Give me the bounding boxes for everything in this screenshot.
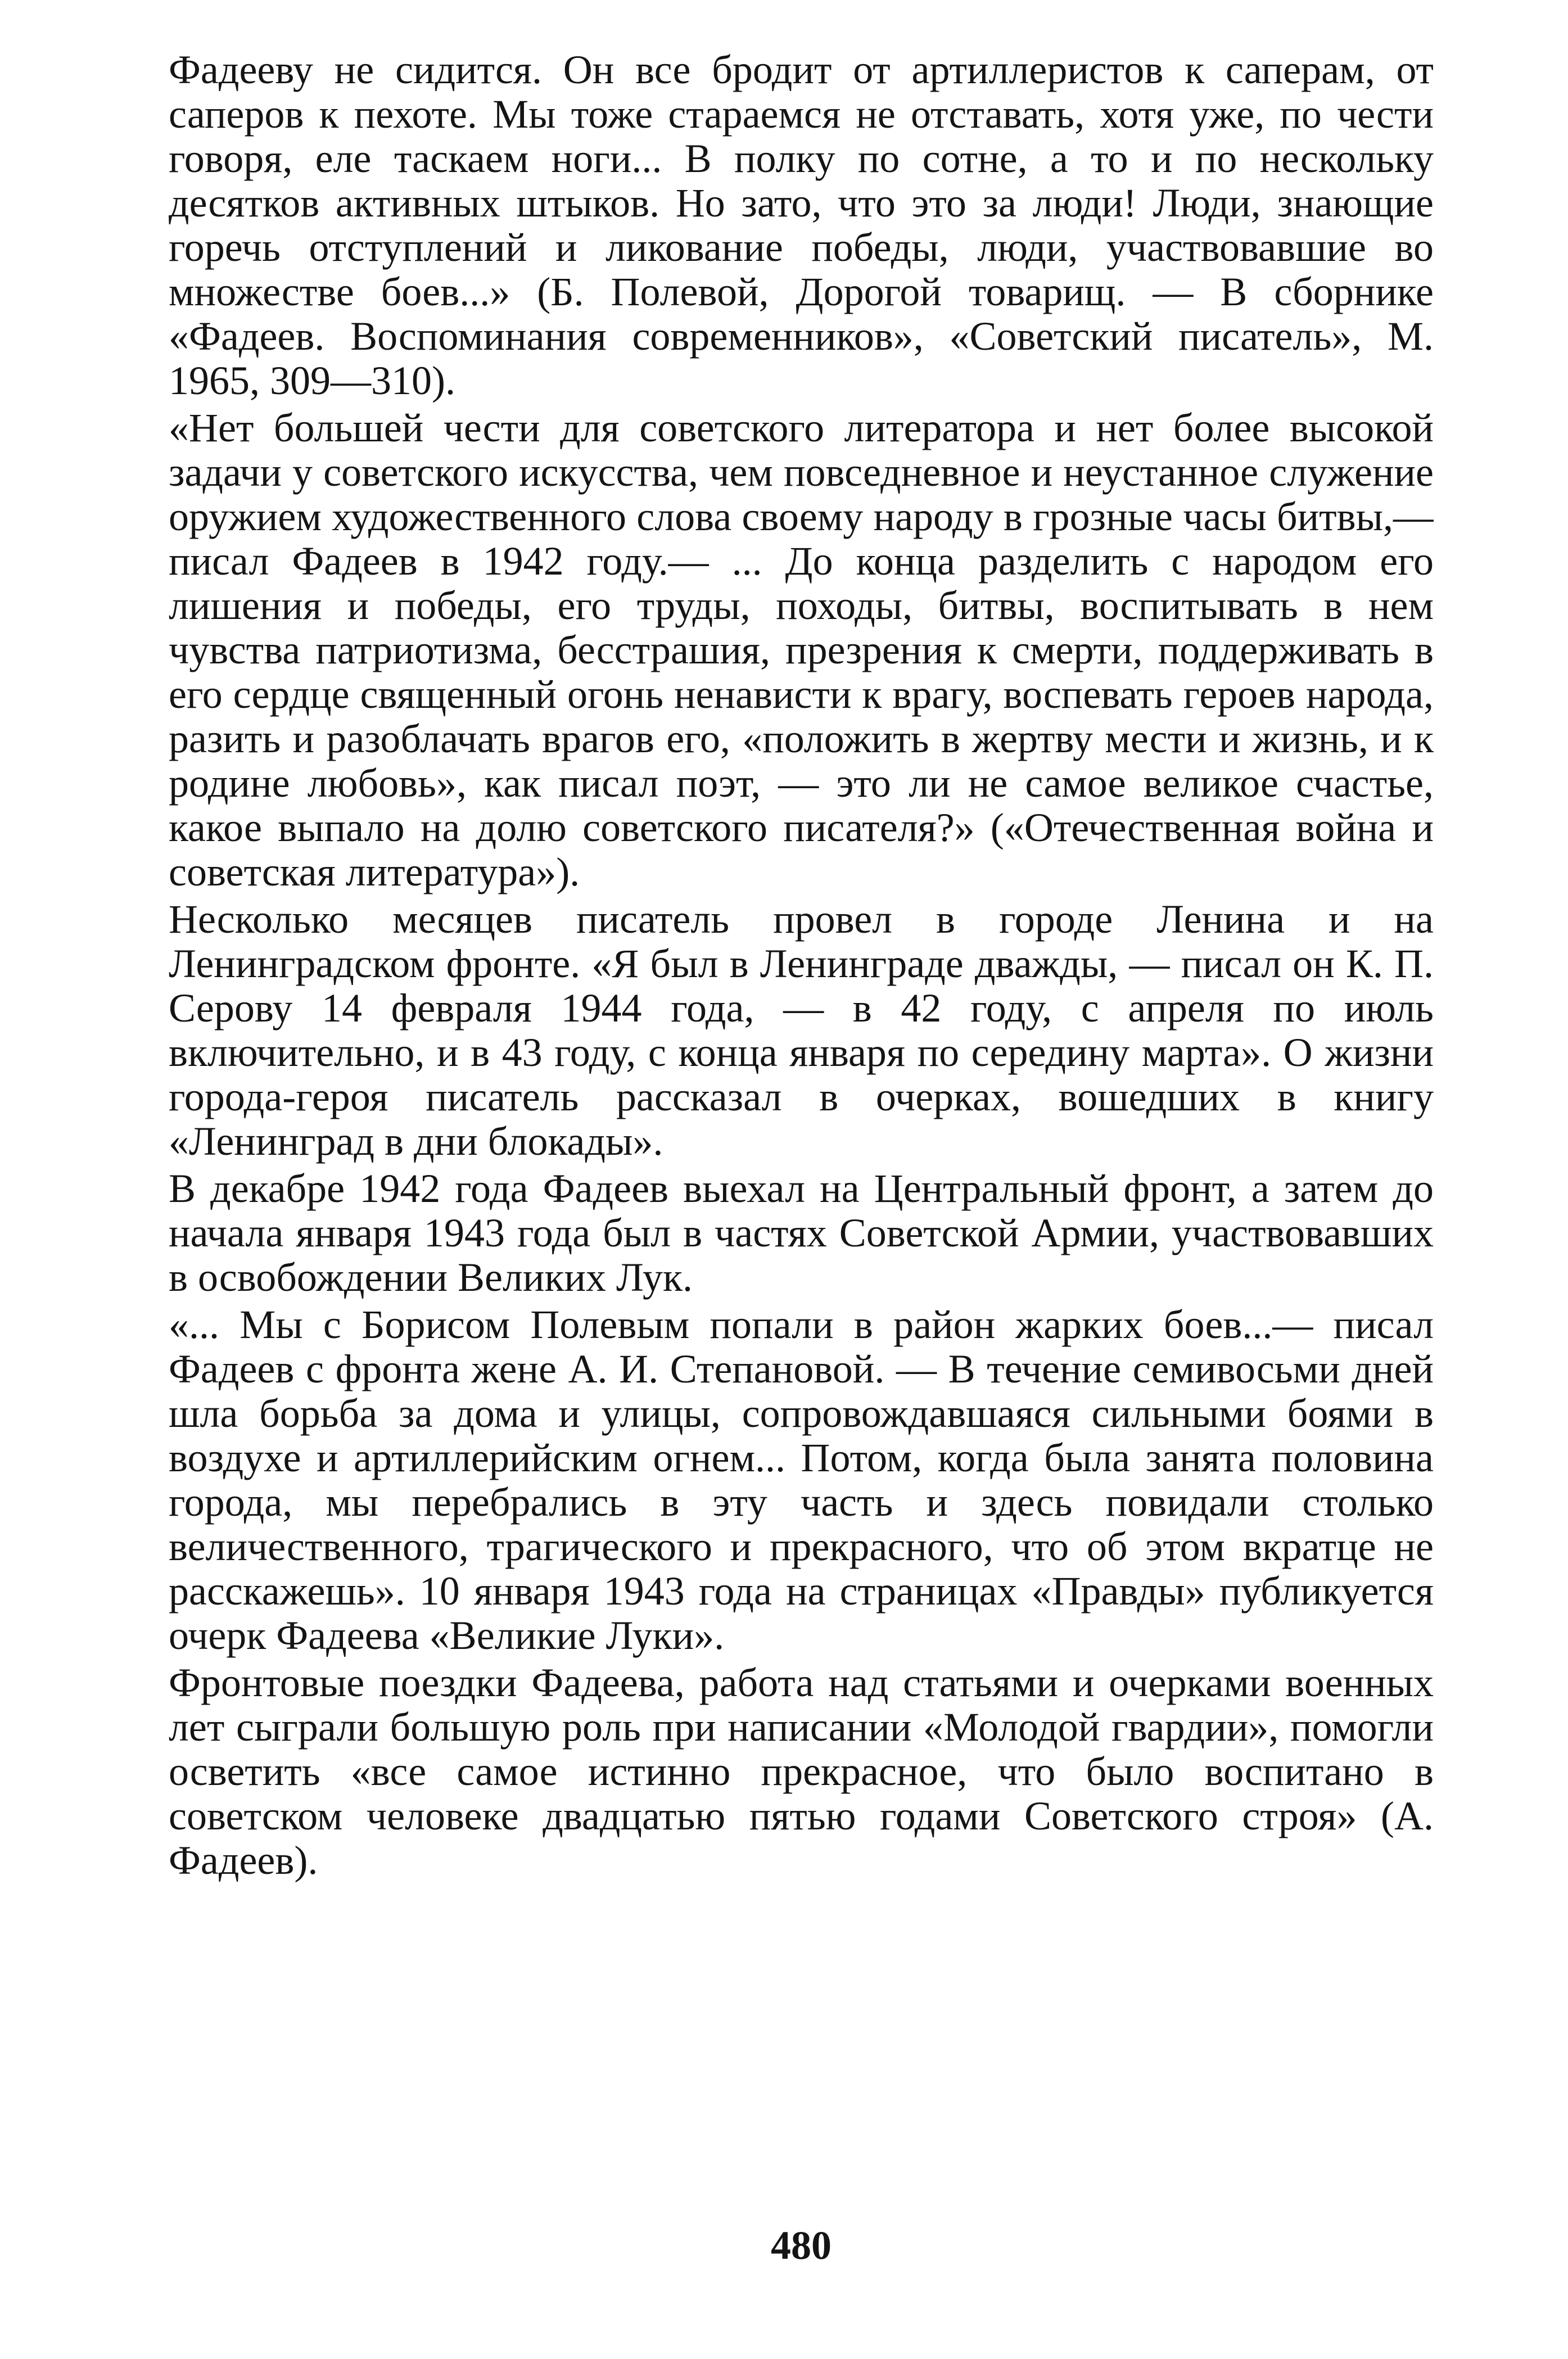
- book-page: [169, 48, 1434, 2294]
- paragraph-polevoy-quote: Фадееву не сидится. Он все бродит от артиллеристов к саперам, от саперов к пехоте. Мы тоже стараемся не отставать, хотя уже, по чести говоря, еле таскаем ноги... В полку по сотне, а то и по нескольку десятков активных штыков. Но зато, что это за люди! Люди, знающие горечь отступлений и ликование победы, люди, участвовавшие во множестве боев...» (Б. Полевой, Дорогой товарищ. — В сборнике «Фадеев. Воспоминания современников», «Советский писатель», М. 1965, 309—310).: [169, 48, 1434, 403]
- paragraph-fadeev-1942-quote: «Нет большей чести для советского литератора и нет более высокой задачи у советского искусства, чем повседневное и неустанное служение оружием художественного слова своему народу в грозные часы битвы,— писал Фадеев в 1942 году.— ... До конца разделить с народом его лишения и победы, его труды, походы, битвы, воспитывать в нем чувства патриотизма, бесстрашия, презрения к смерти, поддерживать в его сердце священный огонь ненависти к врагу, воспевать героев народа, разить и разоблачать врагов его, «положить в жертву мести и жизнь, и к родине любовь», как писал поэт, — это ли не самое великое счастье, какое выпало на долю советского писателя?» («Отечественная война и советская литература»).: [169, 405, 1434, 894]
- page-number: 480: [771, 2223, 832, 2268]
- paragraph-leningrad: Несколько месяцев писатель провел в городе Ленина и на Ленинградском фронте. «Я был в Ленинграде дважды, — писал он К. П. Серову 14 февраля 1944 года, — в 42 году, с апреля по июль включительно, и в 43 году, с конца января по середину марта». О жизни города-героя писатель рассказал в очерках, вошедших в книгу «Ленинград в дни блокады».: [169, 897, 1434, 1164]
- paragraph-young-guard: Фронтовые поездки Фадеева, работа над статьями и очерками военных лет сыграли большую роль при написании «Молодой гвардии», помогли осветить «все самое истинно прекрасное, что было воспитано в советском человеке двадцатью пятью годами Советского строя» (А. Фадеев).: [169, 1660, 1434, 1883]
- paragraph-letter-to-wife: «... Мы с Борисом Полевым попали в район жарких боев...— писал Фадеев с фронта жене А. И. Степановой. — В течение семивосьми дней шла борьба за дома и улицы, сопровождавшаяся сильными боями в воздухе и артиллерийским огнем... Потом, когда была занята половина города, мы перебрались в эту часть и здесь повидали столько величественного, трагического и прекрасного, что об этом вкратце не расскажешь». 10 января 1943 года на страницах «Правды» публикуется очерк Фадеева «Великие Луки».: [169, 1302, 1434, 1658]
- paragraph-central-front: В декабре 1942 года Фадеев выехал на Центральный фронт, а затем до начала января 1943 года был в частях Советской Армии, участвовавших в освобождении Великих Лук.: [169, 1166, 1434, 1300]
